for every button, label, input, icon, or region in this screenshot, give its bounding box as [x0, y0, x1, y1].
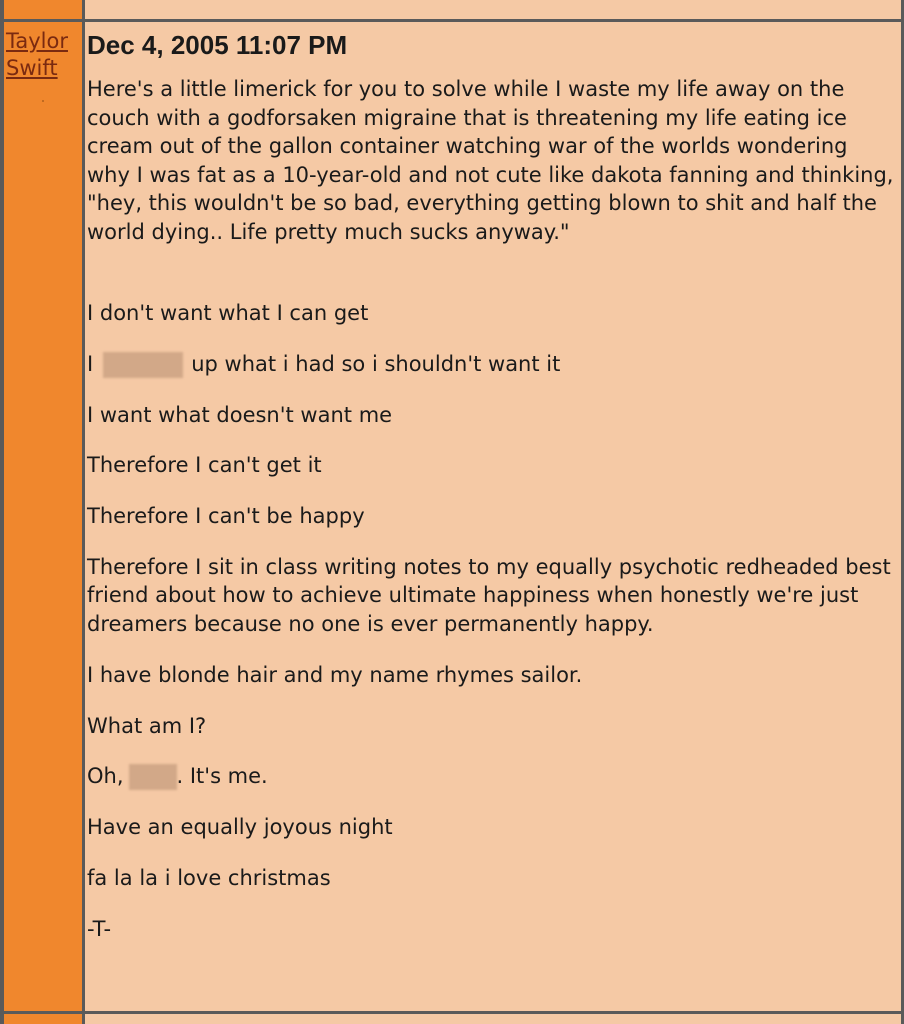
post-body [87, 22, 895, 966]
poem-line-5: Therefore I can't be happy [87, 504, 365, 529]
sidebar-dot [42, 100, 44, 102]
poem-line-3: I want what doesn't want me [87, 402, 393, 427]
author-link-last[interactable]: Swift [6, 56, 58, 80]
left-border [0, 0, 4, 1024]
poem-line-11: fa la la i love christmas [87, 865, 331, 890]
poem-line-2-end: up what i had so i shouldn't want it [191, 351, 561, 376]
poem-line-1: I don't want what I can get [87, 301, 369, 325]
poem-line-9-end: . It's me. [176, 764, 268, 789]
post-intro: Here's a little limerick for you to solve while I waste my life away on the couch with a godforsaken migraine that is threatening my life eating ice cream out of the gallon container watching war of the worlds wondering why I was fat as a 10-year-old and not cute like dakota fanning and thinking, "hey, this wouldn't be so bad, everything getting blown to shit and half the world dying.. Life pretty much sucks anyway." [87, 77, 894, 244]
spacer [87, 246, 895, 299]
sidebar-divider [82, 0, 85, 1024]
poem-line-8: What am I? [87, 713, 207, 738]
censored-word [103, 352, 183, 378]
poem-line-10: Have an equally joyous night [87, 815, 393, 840]
poem-line-7: I have blonde hair and my name rhymes sailor. [87, 662, 583, 687]
poem-line-6: Therefore I sit in class writing notes to my equally psychotic redheaded best friend about how to achieve ultimate happiness when honestly we're just dreamers because no one is ever permanently happy. [87, 554, 891, 636]
previous-post-row [85, 0, 901, 19]
author-sidebar [4, 0, 82, 1024]
poem-line-2 [87, 350, 895, 379]
poem-line-4: Therefore I can't get it [87, 453, 322, 478]
author-name[interactable] [6, 28, 82, 82]
post-date: Dec 4, 2005 11:07 PM [87, 30, 348, 60]
censored-word [129, 764, 177, 790]
poem-line-9 [87, 762, 895, 791]
poem-line-2-start: I [87, 351, 94, 376]
author-link-first[interactable]: Taylor [6, 29, 68, 53]
signature: -T- [87, 916, 112, 941]
bottom-divider [0, 1011, 904, 1014]
poem-line-9-start: Oh, [87, 764, 124, 789]
